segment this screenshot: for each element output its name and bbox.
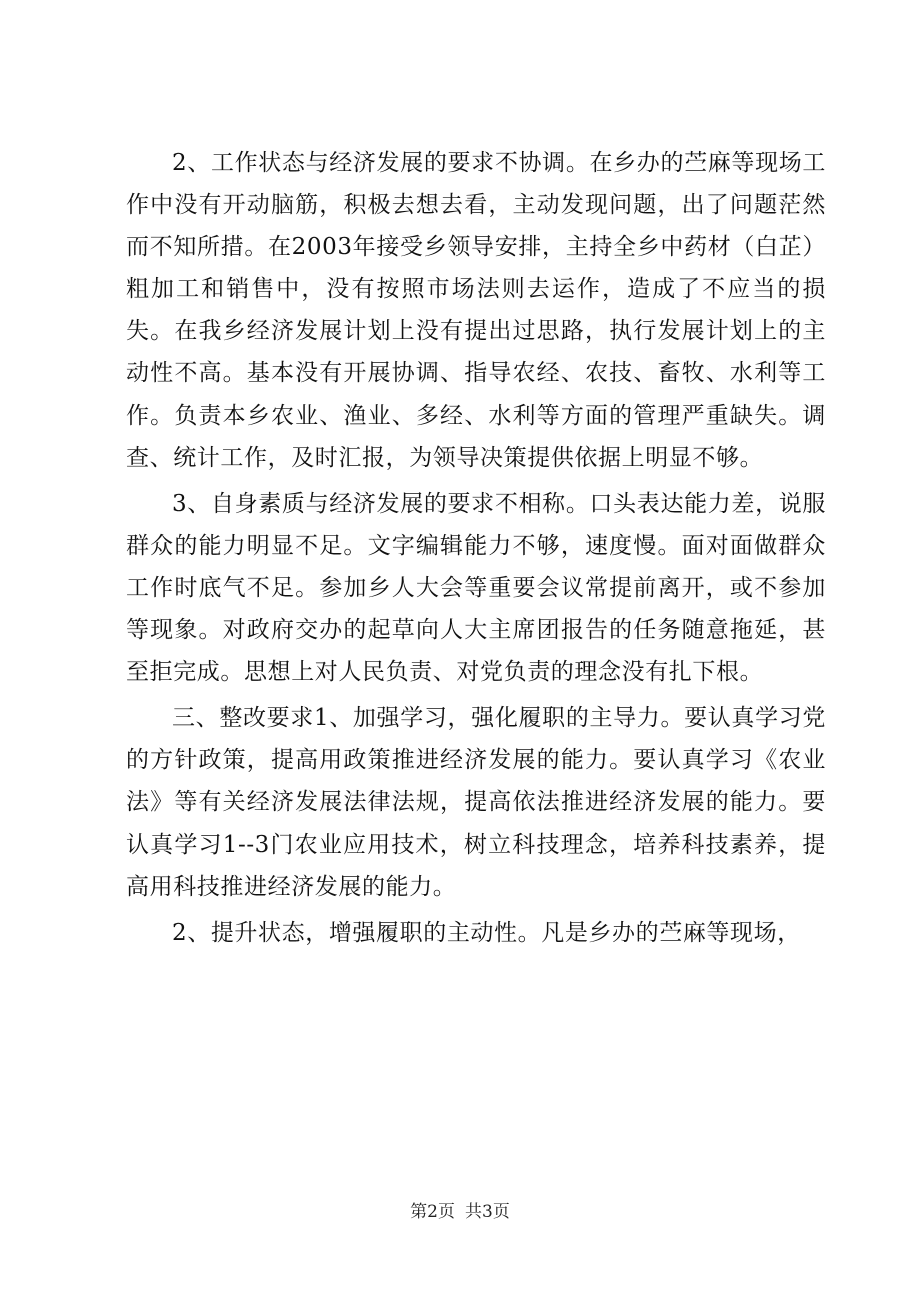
paragraph-improve-state: 2、提升状态，增强履职的主动性。凡是乡办的苎麻等现场， [172,919,801,946]
paragraph-rectification-requirements: 三、整改要求1、加强学习，强化履职的主导力。要认真学习党的方针政策，提高用政策推进经济发展的能力。要认真学习《农业法》等有关经济发展法律法规，提高依法推进经济发展的能力。要认真学习1--3门农业应用技术，树立科技理念，培养科技素养，提高用科技推进经济发展的能力。 [126,705,826,900]
page-footer [0,1200,920,1224]
paragraph-self-quality: 3、自身素质与经济发展的要求不相称。口头表达能力差，说服群众的能力明显不足。文字编辑能力不够，速度慢。面对面做群众工作时底气不足。参加乡人大会等重要会议常提前离开，或不参加等现象。对政府交办的起草向人大主席团报告的任务随意拖延，甚至拒完成。思想上对人民负责、对党负责的理念没有扎下根。 [126,490,826,686]
paragraph-work-state: 2、工作状态与经济发展的要求不协调。在乡办的苎麻等现场工作中没有开动脑筋，积极去想去看，主动发现问题，出了问题茫然而不知所措。在2003年接受乡领导安排，主持全乡中药材（白芷）粗加工和销售中，没有按照市场法则去运作，造成了不应当的损失。在我乡经济发展计划上没有提出过思路，执行发展计划上的主动性不高。基本没有开展协调、指导农经、农技、畜牧、水利等工作。负责本乡农业、渔业、多经、水利等方面的管理严重缺失。调查、统计工作，及时汇报，为领导决策提供依据上明显不够。 [126,150,826,471]
document-body [126,142,826,958]
page-total: 共3页 [465,1202,510,1222]
page-number: 第2页 [410,1202,455,1222]
